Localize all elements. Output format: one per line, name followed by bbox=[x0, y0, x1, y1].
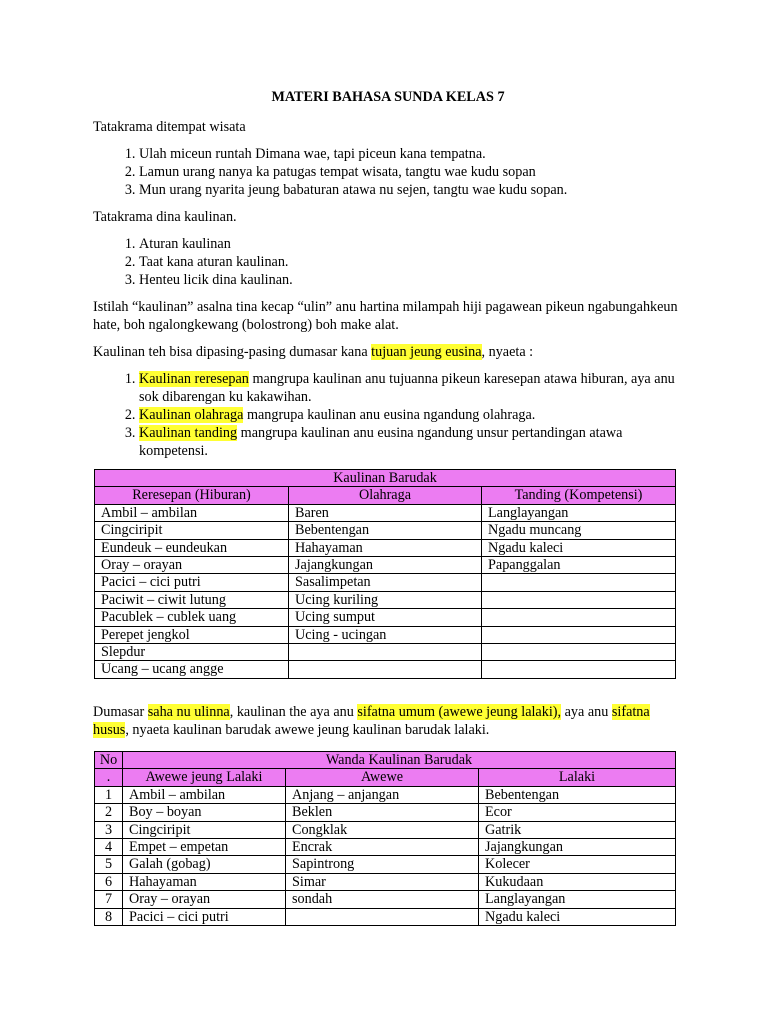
document-body bbox=[93, 88, 683, 926]
column-header: Awewe bbox=[286, 769, 479, 786]
table-cell: 8 bbox=[95, 908, 123, 925]
list-item: 2. Taat kana aturan kaulinan. bbox=[139, 253, 683, 271]
table-title: Kaulinan Barudak bbox=[95, 470, 676, 487]
table-cell bbox=[482, 609, 676, 626]
table-cell: Bebentengan bbox=[289, 522, 482, 539]
table-cell: Baren bbox=[289, 504, 482, 521]
table-cell bbox=[482, 644, 676, 661]
table-row bbox=[95, 557, 676, 574]
column-header: Olahraga bbox=[289, 487, 482, 504]
table-cell: Ambil – ambilan bbox=[123, 786, 286, 803]
table-wanda-kaulinan bbox=[94, 751, 676, 926]
table-cell: Beklen bbox=[286, 804, 479, 821]
table-cell bbox=[482, 591, 676, 608]
table-cell: Empet – empetan bbox=[123, 838, 286, 855]
table-cell: Sasalimpetan bbox=[289, 574, 482, 591]
text: aya anu bbox=[561, 703, 612, 720]
text: mangrupa kaulinan anu tujuanna pikeun karesepan atawa hiburan, aya anu sok dibarengan ku kakawihan. bbox=[139, 371, 675, 405]
table-cell: Oray – orayan bbox=[123, 891, 286, 908]
table-cell: Langlayangan bbox=[479, 891, 676, 908]
paragraph-pasing bbox=[93, 343, 683, 361]
column-header-no: No bbox=[95, 751, 123, 768]
table-title: Wanda Kaulinan Barudak bbox=[123, 751, 676, 768]
list-kaulinan bbox=[93, 235, 683, 289]
table-cell: Paciwit – ciwit lutung bbox=[95, 591, 289, 608]
table-row bbox=[95, 891, 676, 908]
table-cell: 6 bbox=[95, 873, 123, 890]
list-item bbox=[139, 406, 683, 424]
list-types bbox=[93, 370, 683, 460]
table-cell: Papanggalan bbox=[482, 557, 676, 574]
table-cell: 3 bbox=[95, 821, 123, 838]
table-cell: Pacublek – cublek uang bbox=[95, 609, 289, 626]
list-item: 1. Ulah miceun runtah Dimana wae, tapi piceun kana tempatna. bbox=[139, 145, 683, 163]
table-cell: Boy – boyan bbox=[123, 804, 286, 821]
section-heading-kaulinan: Tatakrama dina kaulinan. bbox=[93, 209, 237, 225]
table-cell: Ucang – ucang angge bbox=[95, 661, 289, 678]
table-cell: Slepdur bbox=[95, 644, 289, 661]
table-cell: Ambil – ambilan bbox=[95, 504, 289, 521]
table-row bbox=[95, 821, 676, 838]
table-row bbox=[95, 539, 676, 556]
table-cell: Ecor bbox=[479, 804, 676, 821]
column-header: Awewe jeung Lalaki bbox=[123, 769, 286, 786]
table-cell bbox=[482, 574, 676, 591]
table-cell: Encrak bbox=[286, 838, 479, 855]
table-cell: Galah (gobag) bbox=[123, 856, 286, 873]
table-cell: Ngadu muncang bbox=[482, 522, 676, 539]
text: , nyaeta kaulinan barudak awewe jeung kaulinan barudak lalaki. bbox=[125, 721, 490, 738]
spacer bbox=[93, 679, 683, 703]
table-cell bbox=[289, 644, 482, 661]
table-row bbox=[95, 609, 676, 626]
table-cell: 1 bbox=[95, 786, 123, 803]
highlighted-term: Kaulinan tanding bbox=[139, 425, 238, 441]
list-item: 1. Aturan kaulinan bbox=[139, 235, 683, 253]
list-item: 2. Lamun urang nanya ka patugas tempat wisata, tangtu wae kudu sopan bbox=[139, 163, 683, 181]
table-cell: Anjang – anjangan bbox=[286, 786, 479, 803]
table-row bbox=[95, 574, 676, 591]
table-cell: Oray – orayan bbox=[95, 557, 289, 574]
list-item: 3. Henteu licik dina kaulinan. bbox=[139, 271, 683, 289]
table-cell: Gatrik bbox=[479, 821, 676, 838]
table-cell: Ngadu kaleci bbox=[482, 539, 676, 556]
highlighted-term: Kaulinan olahraga bbox=[139, 407, 244, 423]
table-cell: Congklak bbox=[286, 821, 479, 838]
section-heading-wisata: Tatakrama ditempat wisata bbox=[93, 119, 246, 135]
table-cell: 5 bbox=[95, 856, 123, 873]
table-cell: Ucing kuriling bbox=[289, 591, 482, 608]
list-item bbox=[139, 424, 683, 460]
table-row bbox=[95, 591, 676, 608]
table-cell: Hahayaman bbox=[123, 873, 286, 890]
table-cell: Eundeuk – eundeukan bbox=[95, 539, 289, 556]
table-cell: Perepet jengkol bbox=[95, 626, 289, 643]
list-wisata bbox=[93, 145, 683, 199]
table-cell bbox=[482, 661, 676, 678]
document-title: MATERI BAHASA SUNDA KELAS 7 bbox=[271, 89, 505, 105]
table-cell: Kukudaan bbox=[479, 873, 676, 890]
highlighted-text: tujuan jeung eusina bbox=[371, 344, 482, 360]
text: Dumasar bbox=[93, 703, 148, 720]
text: , nyaeta : bbox=[481, 344, 534, 360]
table-cell: Sapintrong bbox=[286, 856, 479, 873]
table-cell: Jajangkungan bbox=[479, 838, 676, 855]
table-row bbox=[95, 873, 676, 890]
highlighted-text: sifatna umum (awewe jeung lalaki), bbox=[357, 703, 562, 720]
table-cell: Hahayaman bbox=[289, 539, 482, 556]
table-kaulinan-barudak bbox=[94, 469, 676, 679]
table-cell: 2 bbox=[95, 804, 123, 821]
highlighted-text: sifatna husus bbox=[93, 703, 650, 738]
paragraph-dumasar bbox=[93, 703, 683, 739]
paragraph-istilah: Istilah “kaulinan” asalna tina kecap “ulin” anu hartina milampah hiji pagawean pikeun ngabungahkeun hate, boh ngalongkewang (bolostrong) boh make alat. bbox=[93, 299, 678, 333]
table-cell bbox=[286, 908, 479, 925]
table-cell: Ngadu kaleci bbox=[479, 908, 676, 925]
table-row bbox=[95, 626, 676, 643]
table-row bbox=[95, 504, 676, 521]
highlighted-text: saha nu ulinna bbox=[147, 703, 230, 720]
table-row bbox=[95, 908, 676, 925]
table-cell: Pacici – cici putri bbox=[95, 574, 289, 591]
table-cell: 4 bbox=[95, 838, 123, 855]
column-header: Lalaki bbox=[479, 769, 676, 786]
table-row bbox=[95, 522, 676, 539]
table-cell: Kolecer bbox=[479, 856, 676, 873]
table-cell: Cingciripit bbox=[95, 522, 289, 539]
table-row bbox=[95, 838, 676, 855]
table-cell: Ucing - ucingan bbox=[289, 626, 482, 643]
list-item: 3. Mun urang nyarita jeung babaturan atawa nu sejen, tangtu wae kudu sopan. bbox=[139, 181, 683, 199]
table-row bbox=[95, 856, 676, 873]
column-header: Reresepan (Hiburan) bbox=[95, 487, 289, 504]
table-cell: Pacici – cici putri bbox=[123, 908, 286, 925]
highlighted-term: Kaulinan reresepan bbox=[139, 371, 249, 387]
table-cell: sondah bbox=[286, 891, 479, 908]
table-cell bbox=[289, 661, 482, 678]
table-cell: Langlayangan bbox=[482, 504, 676, 521]
table-cell: Bebentengan bbox=[479, 786, 676, 803]
table-cell: 7 bbox=[95, 891, 123, 908]
table-row bbox=[95, 644, 676, 661]
table-row bbox=[95, 661, 676, 678]
table-cell bbox=[482, 626, 676, 643]
table-row bbox=[95, 786, 676, 803]
text: mangrupa kaulinan anu eusina ngandung unsur pertandingan atawa kompetensi. bbox=[139, 425, 623, 459]
table-cell: Ucing sumput bbox=[289, 609, 482, 626]
list-item bbox=[139, 370, 683, 406]
text: , kaulinan the aya anu bbox=[229, 703, 358, 720]
table-cell: Simar bbox=[286, 873, 479, 890]
table-cell: Jajangkungan bbox=[289, 557, 482, 574]
column-header: Tanding (Kompetensi) bbox=[482, 487, 676, 504]
table-row bbox=[95, 804, 676, 821]
column-header-no-dot: . bbox=[95, 769, 123, 786]
table-cell: Cingciripit bbox=[123, 821, 286, 838]
text: mangrupa kaulinan anu eusina ngandung olahraga. bbox=[243, 407, 536, 423]
text: Kaulinan teh bisa dipasing-pasing dumasar kana bbox=[93, 344, 372, 360]
